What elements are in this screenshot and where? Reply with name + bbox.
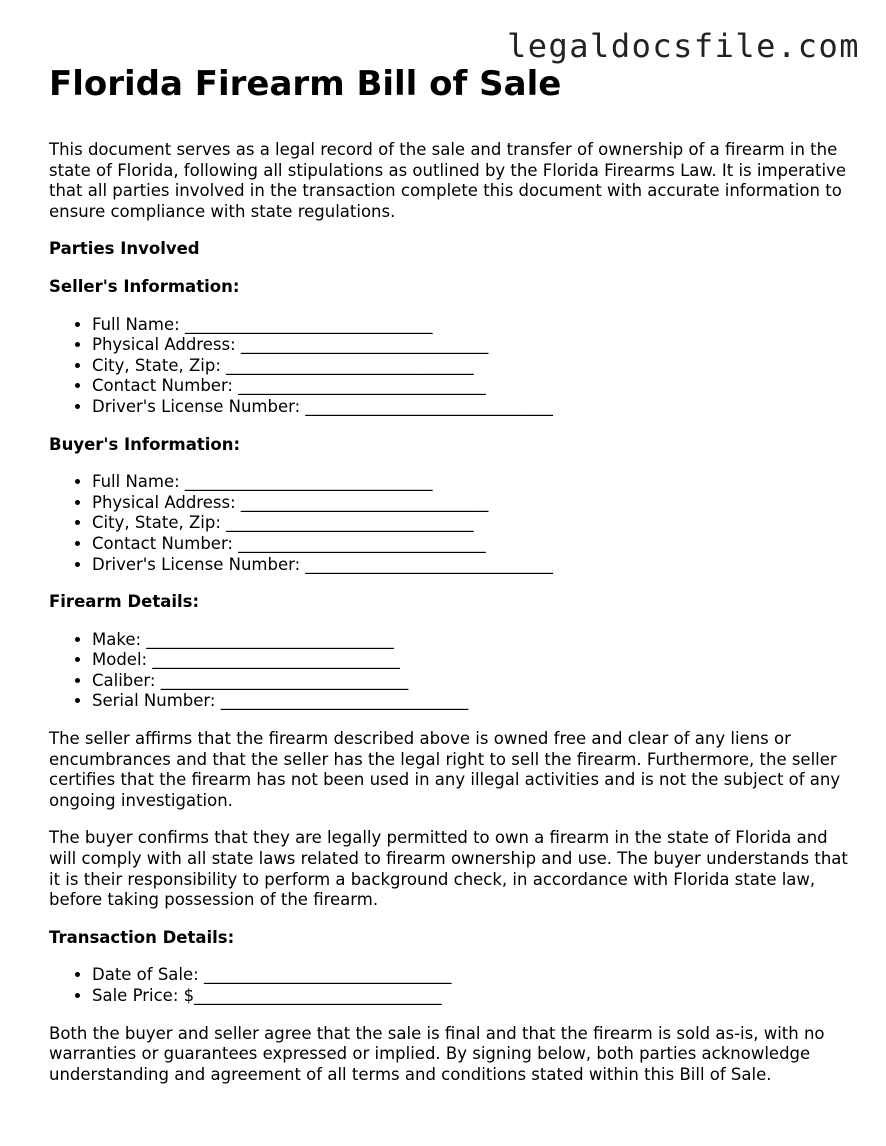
buyer-heading: Buyer's Information: [49, 434, 241, 454]
buyer-full-name-field: • Full Name: ______________________________ [92, 472, 849, 493]
buyer-contact-number-field: • Contact Number: ______________________________ [92, 534, 849, 555]
firearm-fields-list [49, 630, 849, 712]
final-clause-paragraph: Both the buyer and seller agree that the sale is final and that the firearm is sold as-is, with no warranties or guarantees expressed or implied. By signing below, both parties acknowledge understanding and agreement of all terms and conditions stated within this Bill of Sale. [49, 1023, 825, 1084]
seller-affirmation-paragraph: The seller affirms that the firearm described above is owned free and clear of any liens or encumbrances and that the seller has the legal right to sell the firearm. Furthermore, the seller certifies that the firearm has not been used in any illegal activities and is not the subject of any ongoing investigation. [49, 729, 841, 810]
buyer-confirmation-paragraph: The buyer confirms that they are legally permitted to own a firearm in the state of Florida and will comply with all state laws related to firearm ownership and use. The buyer understands that it is their responsibility to perform a background check, in accordance with Florida state law, before taking possession of the firearm. [49, 828, 848, 910]
firearm-caliber-field: • Caliber: ______________________________ [92, 671, 849, 692]
intro-paragraph: This document serves as a legal record of the sale and transfer of ownership of a firearm in the state of Florida, following all stipulations as outlined by the Florida Firearms Law. It is imperative that all parties involved in the transaction complete this document with accurate information to ensure compliance with state regulations. [49, 140, 847, 221]
seller-fields-list [49, 315, 849, 418]
document-body [49, 62, 849, 1102]
sale-date-field: • Date of Sale: ______________________________ [92, 965, 849, 986]
seller-address-field: • Physical Address: ______________________________ [92, 335, 849, 356]
firearm-serial-field: • Serial Number: ______________________________ [92, 691, 849, 712]
buyer-license-field: • Driver's License Number: ______________________________ [92, 555, 849, 576]
parties-heading: Parties Involved [49, 239, 200, 259]
firearm-make-field: • Make: ______________________________ [92, 630, 849, 651]
watermark-text: legaldocsfile.com [506, 27, 860, 65]
sale-price-field: • Sale Price: $______________________________ [92, 986, 849, 1007]
transaction-heading: Transaction Details: [49, 927, 235, 947]
firearm-model-field: • Model: ______________________________ [92, 650, 849, 671]
seller-heading: Seller's Information: [49, 276, 240, 296]
seller-city-state-zip-field: • City, State, Zip: ______________________________ [92, 356, 849, 377]
transaction-fields-list [49, 965, 849, 1006]
firearm-heading: Firearm Details: [49, 592, 200, 612]
buyer-fields-list [49, 472, 849, 575]
buyer-address-field: • Physical Address: ______________________________ [92, 493, 849, 514]
seller-full-name-field: • Full Name: ______________________________ [92, 315, 849, 336]
seller-contact-number-field: • Contact Number: ______________________________ [92, 376, 849, 397]
buyer-city-state-zip-field: • City, State, Zip: ______________________________ [92, 513, 849, 534]
document-title: Florida Firearm Bill of Sale [49, 64, 562, 104]
seller-license-field: • Driver's License Number: ______________________________ [92, 397, 849, 418]
